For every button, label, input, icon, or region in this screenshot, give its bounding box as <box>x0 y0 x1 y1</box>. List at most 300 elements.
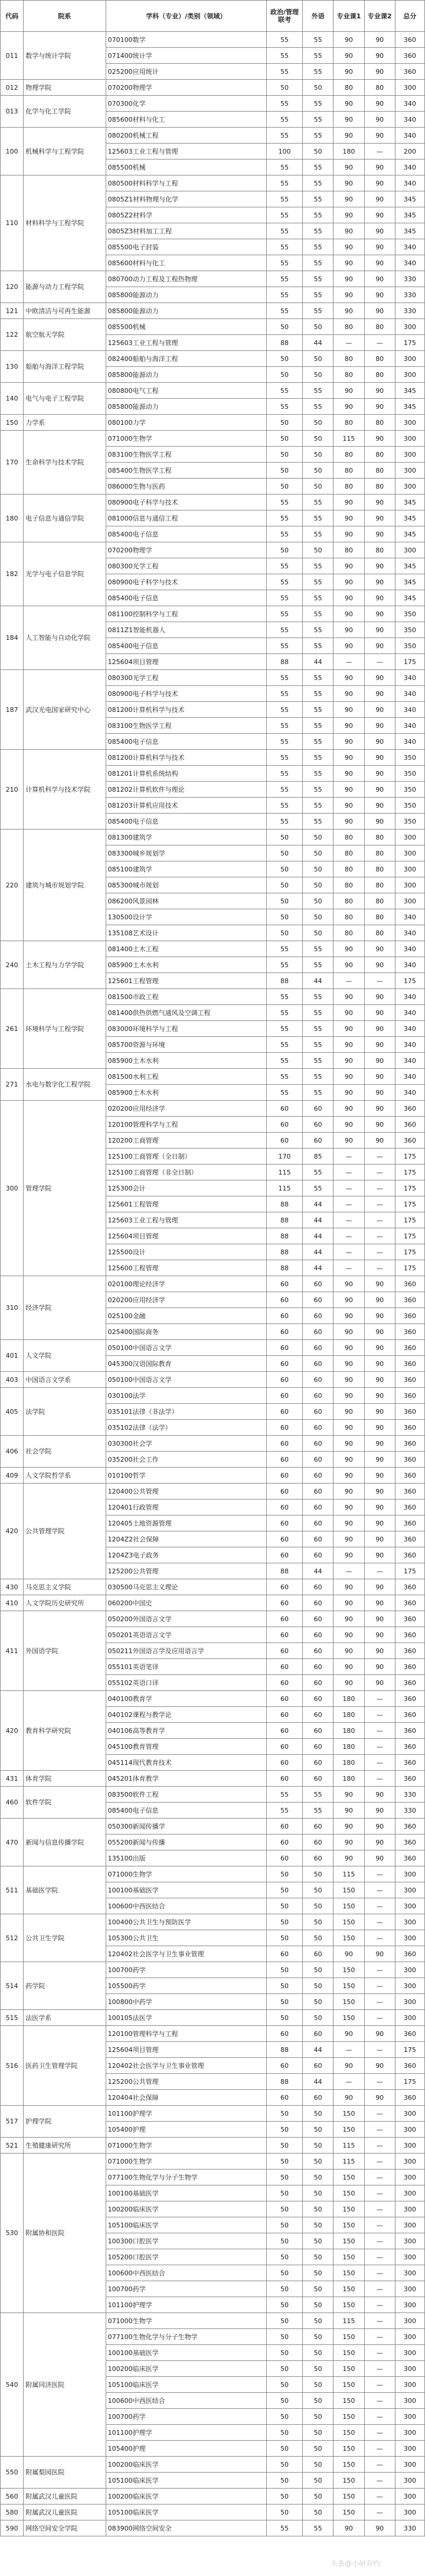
foreign-score-cell: 50 <box>302 830 333 845</box>
foreign-score-cell: 60 <box>302 1101 333 1117</box>
foreign-score-cell: 60 <box>302 1675 333 1691</box>
politics-score-cell: 60 <box>266 1468 302 1484</box>
subject2-score-cell: 90 <box>364 287 395 303</box>
major-cell: 100200临床医学 <box>106 2489 266 2505</box>
major-cell: 0805Z1材料物理与化学 <box>106 191 266 207</box>
foreign-score-cell: 50 <box>302 144 333 160</box>
subject1-score-cell: 150 <box>334 2297 364 2313</box>
subject1-score-cell: — <box>334 1244 364 1260</box>
subject2-score-cell: 90 <box>364 399 395 415</box>
politics-score-cell: 55 <box>266 495 302 510</box>
subject1-score-cell: 90 <box>334 1069 364 1085</box>
foreign-score-cell: 55 <box>302 606 333 622</box>
major-cell: 100700药学 <box>106 1962 266 1978</box>
politics-score-cell: 60 <box>266 1611 302 1627</box>
subject1-score-cell: 90 <box>334 64 364 80</box>
subject1-score-cell: 90 <box>334 271 364 287</box>
subject2-score-cell: 90 <box>364 1276 395 1292</box>
subject2-score-cell: — <box>364 1930 395 1946</box>
total-score-cell: 360 <box>395 32 424 48</box>
politics-score-cell: 55 <box>266 750 302 766</box>
dept-code-cell: 517 <box>1 2106 24 2138</box>
dept-code-cell: 220 <box>1 830 24 941</box>
dept-code-cell: 420 <box>1 1484 24 1579</box>
foreign-score-cell: 60 <box>302 1579 333 1595</box>
major-cell: 125500设计 <box>106 1244 266 1260</box>
subject2-score-cell: 90 <box>364 1468 395 1484</box>
major-cell: 085400生物医学工程 <box>106 463 266 479</box>
politics-score-cell: 60 <box>266 1819 302 1835</box>
politics-score-cell: 55 <box>266 303 302 319</box>
major-cell: 135108艺术设计 <box>106 925 266 941</box>
politics-score-cell: 50 <box>266 2505 302 2520</box>
politics-score-cell: 50 <box>266 2313 302 2329</box>
total-score-cell: 300 <box>395 877 424 893</box>
total-score-cell: 300 <box>395 2233 424 2249</box>
foreign-score-cell: 55 <box>302 1069 333 1085</box>
politics-score-cell: 55 <box>266 399 302 415</box>
major-cell: 100100基础医学 <box>106 2345 266 2361</box>
politics-score-cell: 50 <box>266 2249 302 2265</box>
subject2-score-cell: 90 <box>364 526 395 542</box>
foreign-score-cell: 50 <box>302 479 333 495</box>
major-cell: 045114现代教育技术 <box>106 1755 266 1771</box>
politics-score-cell: 55 <box>266 574 302 590</box>
subject2-score-cell: 90 <box>364 1803 395 1819</box>
major-cell: 105100临床医学 <box>106 2505 266 2520</box>
foreign-score-cell: 60 <box>302 1500 333 1515</box>
major-cell: 101100护理学 <box>106 2297 266 2313</box>
subject2-score-cell: 90 <box>364 128 395 144</box>
subject2-score-cell: — <box>364 2409 395 2425</box>
dept-code-cell: 515 <box>1 2010 24 2026</box>
subject1-score-cell: 90 <box>334 606 364 622</box>
subject1-score-cell: — <box>334 2042 364 2058</box>
subject2-score-cell: 90 <box>364 1643 395 1659</box>
foreign-score-cell: 60 <box>302 1388 333 1404</box>
major-cell: 080700动力工程及工程热物理 <box>106 271 266 287</box>
subject1-score-cell: 90 <box>334 191 364 207</box>
major-cell: 125200公共管理 <box>106 2074 266 2090</box>
subject2-score-cell: — <box>364 1563 395 1579</box>
politics-score-cell: 60 <box>266 1436 302 1452</box>
politics-score-cell: 55 <box>266 223 302 239</box>
foreign-score-cell: 55 <box>302 96 333 112</box>
politics-score-cell: 55 <box>266 670 302 686</box>
subject2-score-cell: 90 <box>364 1819 395 1835</box>
header-major: 学科（专业）/类别（领域） <box>106 1 266 32</box>
foreign-score-cell: 50 <box>302 542 333 558</box>
dept-code-cell: 420 <box>1 1691 24 1771</box>
politics-score-cell: 50 <box>266 2489 302 2505</box>
subject2-score-cell: 90 <box>364 1452 395 1468</box>
dept-code-cell: 182 <box>1 542 24 606</box>
total-score-cell: 300 <box>395 415 424 431</box>
politics-score-cell: 50 <box>266 351 302 367</box>
major-cell: 100700药学 <box>106 2281 266 2297</box>
subject2-score-cell: 90 <box>364 64 395 80</box>
foreign-score-cell: 50 <box>302 2297 333 2313</box>
table-row <box>1 415 425 431</box>
table-row <box>1 1595 425 1611</box>
foreign-score-cell: 55 <box>302 734 333 750</box>
subject1-score-cell: — <box>334 1228 364 1244</box>
foreign-score-cell: 50 <box>302 431 333 447</box>
subject1-score-cell: — <box>334 1260 364 1276</box>
subject1-score-cell: — <box>334 1196 364 1212</box>
dept-name-cell: 船舶与海洋工程学院 <box>24 351 106 383</box>
table-row <box>1 431 425 447</box>
politics-score-cell: 50 <box>266 1882 302 1898</box>
total-score-cell: 360 <box>395 1276 424 1292</box>
politics-score-cell: 50 <box>266 2185 302 2201</box>
major-cell: 070300化学 <box>106 96 266 112</box>
total-score-cell: 175 <box>395 654 424 670</box>
total-score-cell: 340 <box>395 1085 424 1101</box>
major-cell: 050300新闻传播学 <box>106 1819 266 1835</box>
politics-score-cell: 55 <box>266 48 302 64</box>
subject1-score-cell: 90 <box>334 686 364 702</box>
total-score-cell: 300 <box>395 2329 424 2345</box>
total-score-cell: 300 <box>395 447 424 463</box>
subject2-score-cell: — <box>364 1260 395 1276</box>
subject1-score-cell: 90 <box>334 255 364 271</box>
politics-score-cell: 60 <box>266 1452 302 1468</box>
subject1-score-cell: 150 <box>334 2345 364 2361</box>
total-score-cell: 175 <box>395 335 424 351</box>
major-cell: 081100控制科学与工程 <box>106 606 266 622</box>
subject1-score-cell: 150 <box>334 1978 364 1994</box>
politics-score-cell: 50 <box>266 319 302 335</box>
dept-name-cell: 物理学院 <box>24 80 106 96</box>
subject1-score-cell: 150 <box>334 2473 364 2489</box>
subject2-score-cell: 90 <box>364 1420 395 1436</box>
subject2-score-cell: 90 <box>364 558 395 574</box>
dept-code-cell: 110 <box>1 175 24 271</box>
total-score-cell: 345 <box>395 223 424 239</box>
major-cell: 100800中药学 <box>106 1994 266 2010</box>
total-score-cell: 300 <box>395 2281 424 2297</box>
table-row <box>1 542 425 558</box>
subject1-score-cell: 150 <box>334 1994 364 2010</box>
total-score-cell: 175 <box>395 1180 424 1196</box>
subject2-score-cell: 80 <box>364 447 395 463</box>
dept-name-cell: 化学与化工学院 <box>24 96 106 128</box>
subject2-score-cell: 90 <box>364 670 395 686</box>
table-row <box>1 2154 425 2170</box>
subject1-score-cell: 150 <box>334 2441 364 2457</box>
subject1-score-cell: 90 <box>334 112 364 128</box>
total-score-cell: 360 <box>395 1707 424 1723</box>
politics-score-cell: 60 <box>266 1835 302 1850</box>
subject2-score-cell: 80 <box>364 909 395 925</box>
politics-score-cell: 55 <box>266 32 302 48</box>
subject2-score-cell: 90 <box>364 271 395 287</box>
subject2-score-cell: 90 <box>364 255 395 271</box>
foreign-score-cell: 60 <box>302 1276 333 1292</box>
table-row <box>1 1101 425 1117</box>
subject2-score-cell: — <box>364 1739 395 1755</box>
major-cell: 086200风景园林 <box>106 893 266 909</box>
total-score-cell: 340 <box>395 160 424 175</box>
major-cell: 085600材料与化工 <box>106 255 266 271</box>
total-score-cell: 360 <box>395 1659 424 1675</box>
major-cell: 085400电子信息 <box>106 1803 266 1819</box>
total-score-cell: 300 <box>395 2122 424 2138</box>
subject2-score-cell: — <box>364 2361 395 2377</box>
subject2-score-cell: 90 <box>364 1069 395 1085</box>
subject1-score-cell: 150 <box>334 1898 364 1914</box>
politics-score-cell: 88 <box>266 1228 302 1244</box>
subject2-score-cell: 90 <box>364 1579 395 1595</box>
subject2-score-cell: 90 <box>364 1133 395 1149</box>
politics-score-cell: 88 <box>266 654 302 670</box>
subject2-score-cell: 80 <box>364 925 395 941</box>
table-row <box>1 2489 425 2505</box>
foreign-score-cell: 50 <box>302 2473 333 2489</box>
subject1-score-cell: 90 <box>334 175 364 191</box>
subject2-score-cell: 90 <box>364 734 395 750</box>
total-score-cell: 360 <box>395 1500 424 1515</box>
major-cell: 085700资源与环境 <box>106 1037 266 1053</box>
total-score-cell: 340 <box>395 941 424 957</box>
dept-code-cell: 403 <box>1 1372 24 1388</box>
dept-code-cell: 550 <box>1 2457 24 2489</box>
subject1-score-cell: 90 <box>334 1675 364 1691</box>
major-cell: 120404社会保障 <box>106 2090 266 2106</box>
foreign-score-cell: 50 <box>302 1994 333 2010</box>
major-cell: 081400供热供燃气通风及空调工程 <box>106 1005 266 1021</box>
foreign-score-cell: 60 <box>302 1515 333 1531</box>
politics-score-cell: 55 <box>266 702 302 718</box>
foreign-score-cell: 55 <box>302 526 333 542</box>
subject1-score-cell: 90 <box>334 1946 364 1962</box>
foreign-score-cell: 60 <box>302 1372 333 1388</box>
foreign-score-cell: 50 <box>302 2201 333 2217</box>
politics-score-cell: 60 <box>266 1659 302 1675</box>
subject2-score-cell: 90 <box>364 1308 395 1324</box>
dept-name-cell: 生命科学与技术学院 <box>24 431 106 495</box>
major-cell: 081203计算机应用技术 <box>106 798 266 814</box>
major-cell: 085800能源动力 <box>106 399 266 415</box>
total-score-cell: 175 <box>395 2042 424 2058</box>
total-score-cell: 360 <box>395 1101 424 1117</box>
politics-score-cell: 50 <box>266 80 302 96</box>
foreign-score-cell: 55 <box>302 303 333 319</box>
major-cell: 086000生物与医药 <box>106 479 266 495</box>
foreign-score-cell: 60 <box>302 1946 333 1962</box>
total-score-cell: 340 <box>395 1069 424 1085</box>
foreign-score-cell: 50 <box>302 925 333 941</box>
major-cell: 100600中西医结合 <box>106 1898 266 1914</box>
politics-score-cell: 60 <box>266 1372 302 1388</box>
major-cell: 071000生物学 <box>106 2313 266 2329</box>
foreign-score-cell: 55 <box>302 766 333 782</box>
politics-score-cell: 60 <box>266 1388 302 1404</box>
subject1-score-cell: 180 <box>334 1739 364 1755</box>
subject1-score-cell: — <box>334 654 364 670</box>
politics-score-cell: 55 <box>266 989 302 1005</box>
total-score-cell: 340 <box>395 1021 424 1037</box>
politics-score-cell: 50 <box>266 447 302 463</box>
foreign-score-cell: 50 <box>302 1866 333 1882</box>
dept-name-cell: 医药卫生管理学院 <box>24 2026 106 2106</box>
major-cell: 0811Z1智能机器人 <box>106 622 266 638</box>
total-score-cell: 345 <box>395 558 424 574</box>
politics-score-cell: 55 <box>266 287 302 303</box>
major-cell: 050100中国语言文学 <box>106 1372 266 1388</box>
subject1-score-cell: 80 <box>334 861 364 877</box>
table-row <box>1 989 425 1005</box>
subject1-score-cell: 90 <box>334 1021 364 1037</box>
total-score-cell: 345 <box>395 510 424 526</box>
politics-score-cell: 60 <box>266 1643 302 1659</box>
total-score-cell: 300 <box>395 2265 424 2281</box>
major-cell: 085400电子信息 <box>106 638 266 654</box>
foreign-score-cell: 50 <box>302 2505 333 2520</box>
politics-score-cell: 60 <box>266 2090 302 2106</box>
subject2-score-cell: 90 <box>364 1627 395 1643</box>
major-cell: 080300光学工程 <box>106 670 266 686</box>
total-score-cell: 300 <box>395 2106 424 2122</box>
total-score-cell: 300 <box>395 830 424 845</box>
politics-score-cell: 55 <box>266 191 302 207</box>
subject1-score-cell: 90 <box>334 1404 364 1420</box>
subject1-score-cell: 90 <box>334 1340 364 1356</box>
foreign-score-cell: 50 <box>302 2425 333 2441</box>
subject2-score-cell: — <box>364 1228 395 1244</box>
total-score-cell: 300 <box>395 319 424 335</box>
subject1-score-cell: 150 <box>334 2265 364 2281</box>
subject2-score-cell: — <box>364 2138 395 2154</box>
table-row <box>1 1866 425 1882</box>
dept-name-cell: 人文学院历史研究所 <box>24 1595 106 1611</box>
subject2-score-cell: 80 <box>364 877 395 893</box>
total-score-cell: 360 <box>395 2090 424 2106</box>
politics-score-cell: 55 <box>266 558 302 574</box>
foreign-score-cell: 60 <box>302 2090 333 2106</box>
total-score-cell: 360 <box>395 1468 424 1484</box>
dept-name-cell: 数学与统计学院 <box>24 32 106 80</box>
dept-name-cell: 法学院 <box>24 1388 106 1436</box>
subject1-score-cell: 90 <box>334 399 364 415</box>
subject1-score-cell: 90 <box>334 1468 364 1484</box>
major-cell: 055200新闻与传播 <box>106 1835 266 1850</box>
total-score-cell: 300 <box>395 2345 424 2361</box>
subject2-score-cell: 90 <box>364 1850 395 1866</box>
major-cell: 083900网络空间安全 <box>106 2520 266 2536</box>
table-row <box>1 1340 425 1356</box>
total-score-cell: 360 <box>395 1372 424 1388</box>
foreign-score-cell: 50 <box>302 1930 333 1946</box>
politics-score-cell: 60 <box>266 1404 302 1420</box>
foreign-score-cell: 55 <box>302 1053 333 1069</box>
politics-score-cell: 55 <box>266 510 302 526</box>
header-subject2: 专业课2 <box>364 1 395 32</box>
foreign-score-cell: 50 <box>302 463 333 479</box>
foreign-score-cell: 60 <box>302 1595 333 1611</box>
subject1-score-cell: 90 <box>334 670 364 686</box>
subject2-score-cell: 90 <box>364 1340 395 1356</box>
total-score-cell: 345 <box>395 590 424 606</box>
total-score-cell: 300 <box>395 1994 424 2010</box>
major-cell: 105500药学 <box>106 1978 266 1994</box>
subject1-score-cell: 115 <box>334 1866 364 1882</box>
dept-code-cell: 130 <box>1 351 24 383</box>
major-cell: 055101英语笔译 <box>106 1659 266 1675</box>
subject2-score-cell: 90 <box>364 383 395 399</box>
dept-name-cell: 软件学院 <box>24 1787 106 1819</box>
dept-name-cell: 航空航天学院 <box>24 319 106 351</box>
politics-score-cell: 60 <box>266 1531 302 1547</box>
subject2-score-cell: — <box>364 2393 395 2409</box>
major-cell: 125604项目管理 <box>106 2042 266 2058</box>
table-row <box>1 175 425 191</box>
subject1-score-cell: 90 <box>334 1515 364 1531</box>
major-cell: 040102课程与教学论 <box>106 1707 266 1723</box>
major-cell: 085800能源动力 <box>106 303 266 319</box>
dept-code-cell: 187 <box>1 670 24 750</box>
subject2-score-cell: 90 <box>364 1324 395 1340</box>
dept-code-cell: 012 <box>1 80 24 96</box>
politics-score-cell: 50 <box>266 2457 302 2473</box>
total-score-cell: 360 <box>395 1515 424 1531</box>
total-score-cell: 360 <box>395 1308 424 1324</box>
politics-score-cell: 60 <box>266 1723 302 1739</box>
dept-code-cell: 011 <box>1 32 24 80</box>
subject2-score-cell: 90 <box>364 606 395 622</box>
subject2-score-cell: — <box>364 2042 395 2058</box>
subject2-score-cell: 90 <box>364 1037 395 1053</box>
total-score-cell: 330 <box>395 287 424 303</box>
foreign-score-cell: 50 <box>302 893 333 909</box>
total-score-cell: 360 <box>395 1723 424 1739</box>
major-cell: 035102法律（法学） <box>106 1420 266 1436</box>
major-cell: 080900电子科学与技术 <box>106 574 266 590</box>
subject1-score-cell: 90 <box>334 1643 364 1659</box>
subject2-score-cell: 90 <box>364 1436 395 1452</box>
politics-score-cell: 50 <box>266 463 302 479</box>
total-score-cell: 340 <box>395 989 424 1005</box>
politics-score-cell: 60 <box>266 1627 302 1643</box>
subject2-score-cell: 90 <box>364 1356 395 1372</box>
total-score-cell: 360 <box>395 48 424 64</box>
foreign-score-cell: 55 <box>302 782 333 798</box>
total-score-cell: 300 <box>395 479 424 495</box>
subject1-score-cell: — <box>334 335 364 351</box>
subject1-score-cell: 80 <box>334 877 364 893</box>
major-cell: 135100出版 <box>106 1850 266 1866</box>
total-score-cell: 300 <box>395 542 424 558</box>
foreign-score-cell: 55 <box>302 558 333 574</box>
politics-score-cell: 50 <box>266 1994 302 2010</box>
foreign-score-cell: 55 <box>302 271 333 287</box>
politics-score-cell: 55 <box>266 2520 302 2536</box>
major-cell: 050201英语语言文学 <box>106 1627 266 1643</box>
politics-score-cell: 50 <box>266 431 302 447</box>
dept-code-cell: 170 <box>1 431 24 495</box>
total-score-cell: 175 <box>395 1244 424 1260</box>
foreign-score-cell: 50 <box>302 2393 333 2409</box>
subject2-score-cell: 90 <box>364 48 395 64</box>
politics-score-cell: 60 <box>266 1946 302 1962</box>
politics-score-cell: 60 <box>266 1308 302 1324</box>
total-score-cell: 340 <box>395 909 424 925</box>
major-cell: 100700药学 <box>106 2409 266 2425</box>
subject2-score-cell: — <box>364 2265 395 2281</box>
politics-score-cell: 50 <box>266 2393 302 2409</box>
major-cell: 077100生物化学与分子生物学 <box>106 2329 266 2345</box>
